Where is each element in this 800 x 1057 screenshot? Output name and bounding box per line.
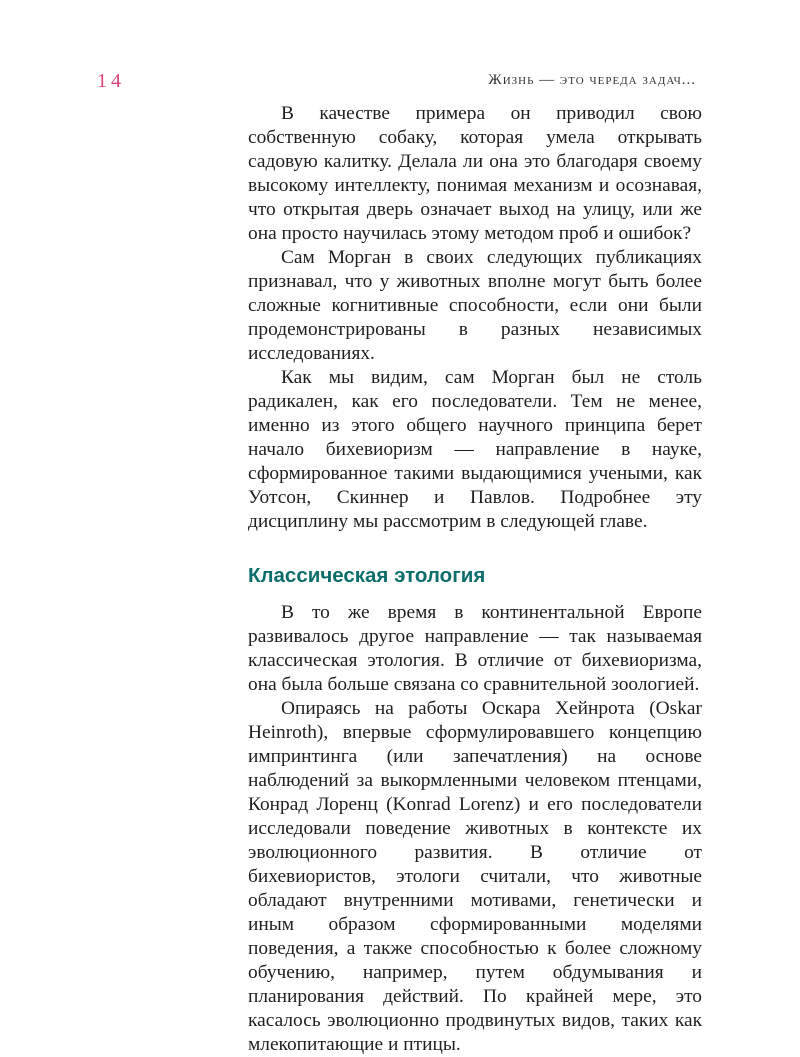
- paragraph: Как мы видим, сам Морган был не столь радикален, как его последователи. Тем не менее, именно из этого общего научного принципа берет начало бихевиоризм — направление в науке, сформированное такими выдающимися учеными, как Уотсон, Скиннер и Павлов. Подробнее эту дисциплину мы рассмотрим в следующей главе.: [248, 367, 702, 532]
- running-head: Жизнь — это череда задач...: [488, 72, 696, 88]
- paragraph: В то же время в континентальной Европе развивалось другое направление — так называемая классическая этология. В отличие от бихевиоризма, она была больше связана со сравнительной зоологией.: [248, 602, 702, 695]
- paragraph: Сам Морган в своих следующих публикациях признавал, что у животных вполне могут быть более сложные когнитивные способности, если они были продемонстрированы в разных независимых исследованиях.: [248, 247, 702, 364]
- section-heading: Классическая этология: [248, 564, 486, 587]
- main-text: [248, 102, 702, 1057]
- page-number: 14: [97, 70, 125, 92]
- paragraph: В качестве примера он приводил свою собственную собаку, которая умела открывать садовую калитку. Делала ли она это благодаря своему высокому интеллекту, понимая механизм и осознавая, что открытая дверь означает выход на улицу, или же она просто научилась этому методом проб и ошибок?: [248, 103, 702, 244]
- paragraph: Опираясь на работы Оскара Хейнрота (Oskar Heinroth), впервые сформулировавшего концепцию импринтинга (или запечатления) на основе наблюдений за выкормленными человеком птенцами, Конрад Лоренц (Konrad Lorenz) и его последователи исследовали поведение животных в контексте их эволюционного развития. В отличие от бихевиористов, этологи считали, что животные обладают внутренними мотивами, генетически и иным образом сформированными моделями поведения, а также способностью к более сложному обучению, например, путем обдумывания и планирования действий. По крайней мере, это касалось эволюционно продвинутых видов, таких как млекопитающие и птицы.: [248, 698, 702, 1055]
